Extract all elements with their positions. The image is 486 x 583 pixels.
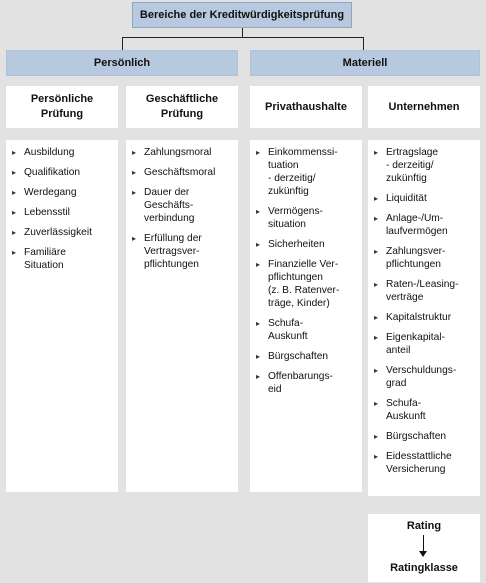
list-item: ▸ Bürgschaften	[374, 430, 474, 443]
connector-right-drop	[363, 37, 364, 50]
list-item: ▸ Eigenkapital- anteil	[374, 331, 474, 357]
list-item: ▸ Zahlungsver- pflichtungen	[374, 245, 474, 271]
list-item: ▸ Zahlungsmoral	[132, 146, 232, 159]
list-item: ▸ Lebensstil	[12, 206, 112, 219]
heading-unternehmen: Unternehmen	[368, 86, 480, 128]
list-item: ▸ Vermögens- situation	[256, 205, 356, 231]
list-geschaeftliche-pruefung	[126, 140, 238, 492]
list-item: ▸ Sicherheiten	[256, 238, 356, 251]
list-item: ▸ Liquidität	[374, 192, 474, 205]
list-item: ▸ Dauer der Geschäfts- verbindung	[132, 186, 232, 225]
list-persoenliche-pruefung	[6, 140, 118, 492]
list-item: ▸ Kapitalstruktur	[374, 311, 474, 324]
list-item: ▸ Einkommenssi- tuation - derzeitig/ zukünftig	[256, 146, 356, 198]
list-item: ▸ Schufa- Auskunft	[374, 397, 474, 423]
diagram-title: Bereiche der Kreditwürdigkeitsprüfung	[132, 2, 352, 28]
list-item: ▸ Geschäftsmoral	[132, 166, 232, 179]
list-item: ▸ Ertragslage - derzeitig/ zukünftig	[374, 146, 474, 185]
list-unternehmen	[368, 140, 480, 496]
list-privathaushalte	[250, 140, 362, 492]
arrow-down-icon	[419, 551, 427, 557]
connector-left-drop	[122, 37, 123, 50]
list-item: ▸ Erfüllung der Vertragsver- pflichtungen	[132, 232, 232, 271]
list-item: ▸ Finanzielle Ver- pflichtungen (z. B. Ratenver- träge, Kinder)	[256, 258, 356, 310]
list-item: ▸ Offenbarungs- eid	[256, 370, 356, 396]
rating-label: Rating	[406, 520, 442, 532]
group-materiell: Materiell	[250, 50, 480, 76]
list-item: ▸ Werdegang	[12, 186, 112, 199]
heading-persoenliche-pruefung: Persönliche Prüfung	[6, 86, 118, 128]
connector-top-horizontal	[122, 37, 364, 38]
list-item: ▸ Verschuldungs- grad	[374, 364, 474, 390]
rating-box	[368, 514, 480, 582]
list-item: ▸ Familiäre Situation	[12, 246, 112, 272]
list-item: ▸ Qualifikation	[12, 166, 112, 179]
list-item: ▸ Raten-/Leasing- verträge	[374, 278, 474, 304]
list-item: ▸ Zuverlässigkeit	[12, 226, 112, 239]
list-item: ▸ Bürgschaften	[256, 350, 356, 363]
heading-geschaeftliche-pruefung: Geschäftliche Prüfung	[126, 86, 238, 128]
heading-privathaushalte: Privathaushalte	[250, 86, 362, 128]
list-item: ▸ Ausbildung	[12, 146, 112, 159]
group-persoenlich: Persönlich	[6, 50, 238, 76]
list-item: ▸ Eidesstattliche Versicherung	[374, 450, 474, 476]
list-item: ▸ Anlage-/Um- laufvermögen	[374, 212, 474, 238]
list-item: ▸ Schufa- Auskunft	[256, 317, 356, 343]
ratingklasse-label: Ratingklasse	[390, 562, 458, 574]
